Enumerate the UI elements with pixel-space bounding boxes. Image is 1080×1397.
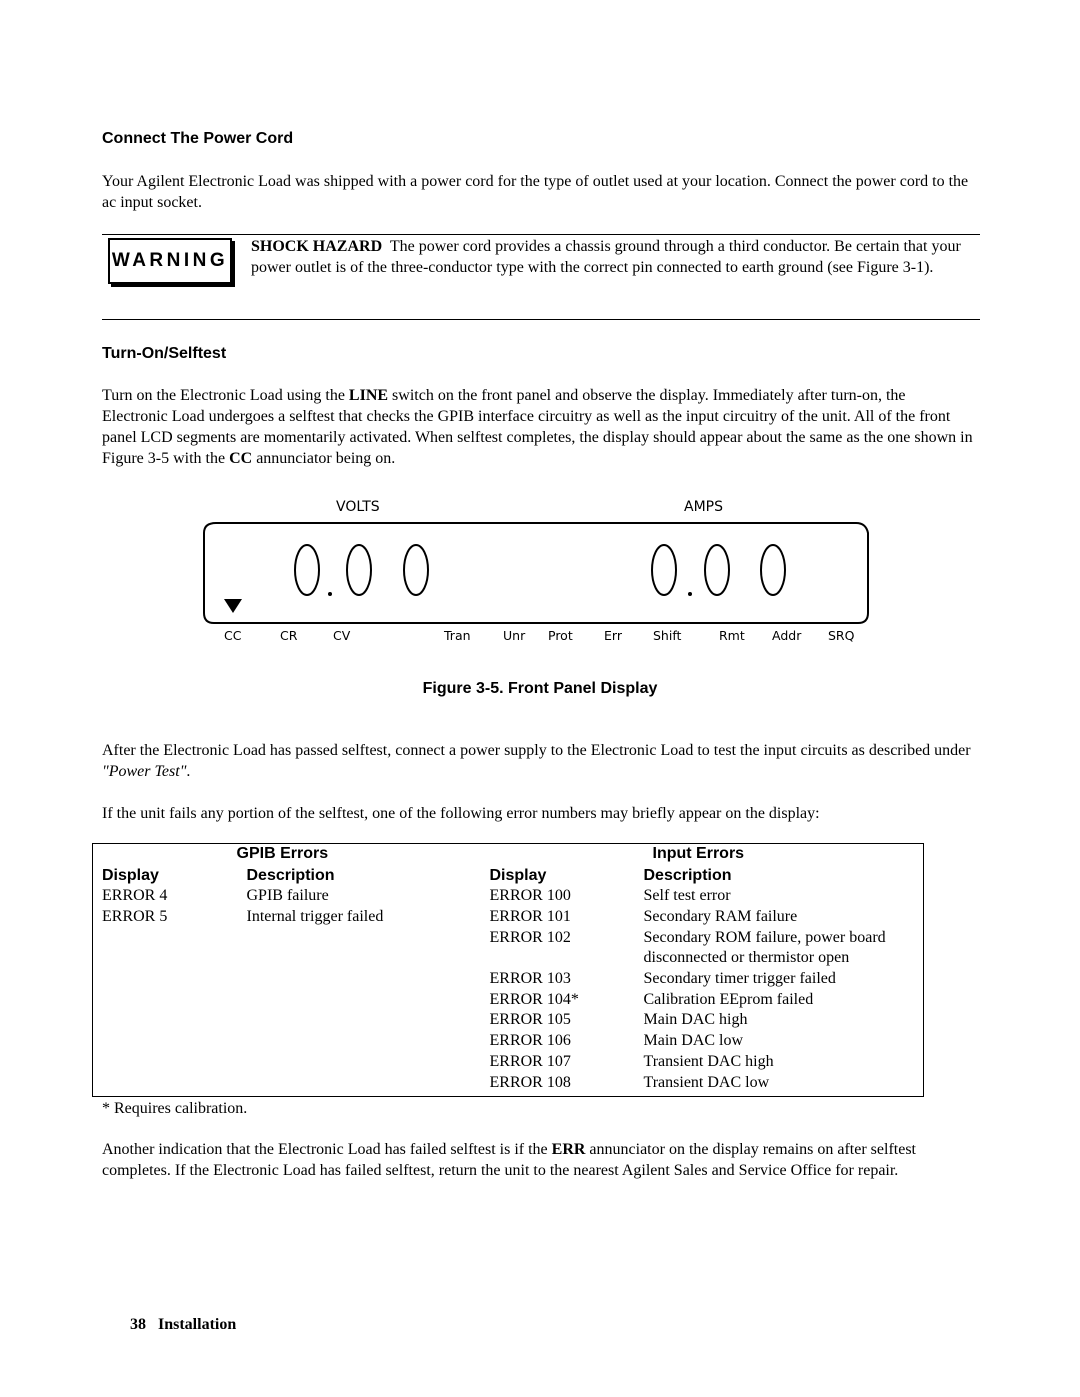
display-outline (204, 523, 868, 623)
line-switch-name: LINE (348, 387, 389, 404)
gpib-error-description: Internal trigger failed (246, 907, 384, 925)
input-error-description: Self test error (643, 887, 731, 905)
annunciator-addr: Addr (772, 628, 802, 643)
table-row (93, 1073, 924, 1097)
input-error-display: ERROR 103 (489, 970, 571, 988)
input-error-display: ERROR 100 (489, 887, 571, 905)
annunciator-cc: CC (224, 628, 242, 643)
input-display-header: Display (489, 866, 547, 884)
warning-title: SHOCK HAZARD (251, 238, 383, 255)
front-panel-display (196, 515, 876, 627)
power-cord-paragraph: Your Agilent Electronic Load was shipped with a power cord for the type of outlet used at your location. Connect the power cord to the ac input socket. (102, 173, 969, 211)
warning-label: WARNING (111, 250, 229, 271)
volts-digits (295, 545, 428, 595)
gpib-description-header: Description (246, 866, 335, 884)
input-error-display: ERROR 104* (489, 990, 579, 1008)
gpib-display-header: Display (102, 866, 159, 884)
amps-digit-3 (761, 545, 785, 595)
warning-label-box (108, 238, 232, 284)
annunciator-err: Err (604, 628, 622, 643)
error-intro-paragraph: If the unit fails any portion of the selftest, one of the following error numbers may briefly appear on the display: (102, 805, 820, 822)
footer-section: Installation (158, 1316, 237, 1333)
annunciator-cr: CR (280, 628, 298, 643)
input-error-description: Main DAC low (643, 1032, 744, 1050)
amps-digit-1 (652, 545, 676, 595)
err-annunciator-name: ERR (551, 1141, 586, 1158)
input-error-description: Calibration EEprom failed (643, 990, 814, 1008)
annunciator-cv: CV (333, 628, 351, 643)
input-error-description: Main DAC high (643, 1011, 748, 1029)
err-paragraph-text-b: annunciator on the display remains on after selftest completes. If the Electronic Load has failed selftest, return the unit to the nearest Agilent Sales and Service Office for repair. (102, 1141, 916, 1179)
selftest-text-a: Turn on the Electronic Load using the (102, 387, 349, 404)
table-row (93, 1010, 924, 1031)
cc-indicator-icon (224, 599, 242, 613)
input-error-description: Transient DAC high (643, 1052, 774, 1070)
table-row (93, 948, 924, 969)
amps-decimal-point (688, 592, 692, 596)
section-heading-power-cord: Connect The Power Cord (102, 130, 294, 147)
amps-digit-2 (705, 545, 729, 595)
page-number: 38 (130, 1316, 146, 1333)
input-error-display: ERROR 101 (489, 907, 571, 925)
input-error-display (490, 948, 644, 969)
input-error-description: Secondary ROM failure, power board (643, 928, 886, 946)
after-selftest-period: . (186, 763, 191, 780)
cc-annunciator-name: CC (229, 450, 253, 467)
gpib-error-display: ERROR 5 (102, 907, 168, 925)
error-table (92, 843, 924, 1097)
figure-caption: Figure 3-5. Front Panel Display (422, 680, 658, 697)
volts-decimal-point (328, 592, 332, 596)
warning-bottom-rule (102, 319, 980, 320)
annunciator-srq: SRQ (828, 628, 855, 643)
volts-digit-3 (404, 545, 428, 595)
input-error-description: Transient DAC low (643, 1073, 770, 1091)
warning-text (251, 236, 977, 278)
table-row (93, 928, 924, 949)
warning-top-rule (102, 234, 980, 235)
input-description-header: Description (643, 866, 732, 884)
power-test-reference: "Power Test" (102, 763, 187, 780)
annunciator-prot: Prot (548, 628, 573, 643)
amps-label: AMPS (684, 499, 723, 515)
after-selftest-paragraph (102, 740, 974, 782)
input-errors-title: Input Errors (652, 845, 745, 862)
footnote: * Requires calibration. (102, 1100, 248, 1117)
table-row (93, 1052, 924, 1073)
section-heading-selftest: Turn-On/Selftest (102, 345, 227, 362)
err-paragraph-text-a: Another indication that the Electronic Load has failed selftest is if the (102, 1141, 552, 1158)
volts-label: VOLTS (336, 499, 380, 515)
input-error-display: ERROR 106 (489, 1032, 571, 1050)
table-row (93, 1031, 924, 1052)
table-row (93, 969, 924, 990)
input-error-display: ERROR 107 (489, 1052, 571, 1070)
annunciator-unr: Unr (503, 628, 526, 643)
volts-digit-1 (295, 545, 319, 595)
gpib-error-description: GPIB failure (246, 887, 329, 905)
selftest-text-c: annunciator being on. (252, 450, 396, 467)
table-row (93, 886, 924, 907)
table-row (93, 907, 924, 928)
input-error-display: ERROR 108 (489, 1073, 571, 1091)
annunciator-shift: Shift (653, 628, 682, 643)
gpib-errors-title: GPIB Errors (236, 845, 329, 862)
input-error-display: ERROR 102 (489, 928, 571, 946)
after-selftest-text: After the Electronic Load has passed selftest, connect a power supply to the Electronic Load to test the input circuits as described under (102, 742, 971, 759)
table-row (93, 990, 924, 1011)
annunciator-tran: Tran (444, 628, 471, 643)
input-error-display: ERROR 105 (489, 1011, 571, 1029)
selftest-text-b: switch on the front panel and observe the display. Immediately after turn-on, the Electronic Load undergoes a selftest that checks the GPIB interface circuitry as well as the input circuitry of the unit. All of the front panel LCD segments are momentarily activated. When selftest completes, the display should appear about the same as the one shown in Figure 3-5 with the (102, 387, 973, 467)
err-annunciator-paragraph (102, 1139, 968, 1181)
volts-digit-2 (347, 545, 371, 595)
input-error-description: disconnected or thermistor open (643, 949, 850, 967)
page-footer (130, 1316, 236, 1334)
gpib-error-display: ERROR 4 (102, 887, 168, 905)
amps-digits (652, 545, 785, 595)
annunciator-rmt: Rmt (719, 628, 745, 643)
selftest-paragraph (102, 385, 974, 469)
input-error-description: Secondary RAM failure (643, 907, 798, 925)
warning-body: The power cord provides a chassis ground through a third conductor. Be certain that your power outlet is of the three-conductor type with the correct pin connected to earth ground (see Figure 3-1). (251, 238, 961, 276)
input-error-description: Secondary timer trigger failed (643, 970, 836, 988)
